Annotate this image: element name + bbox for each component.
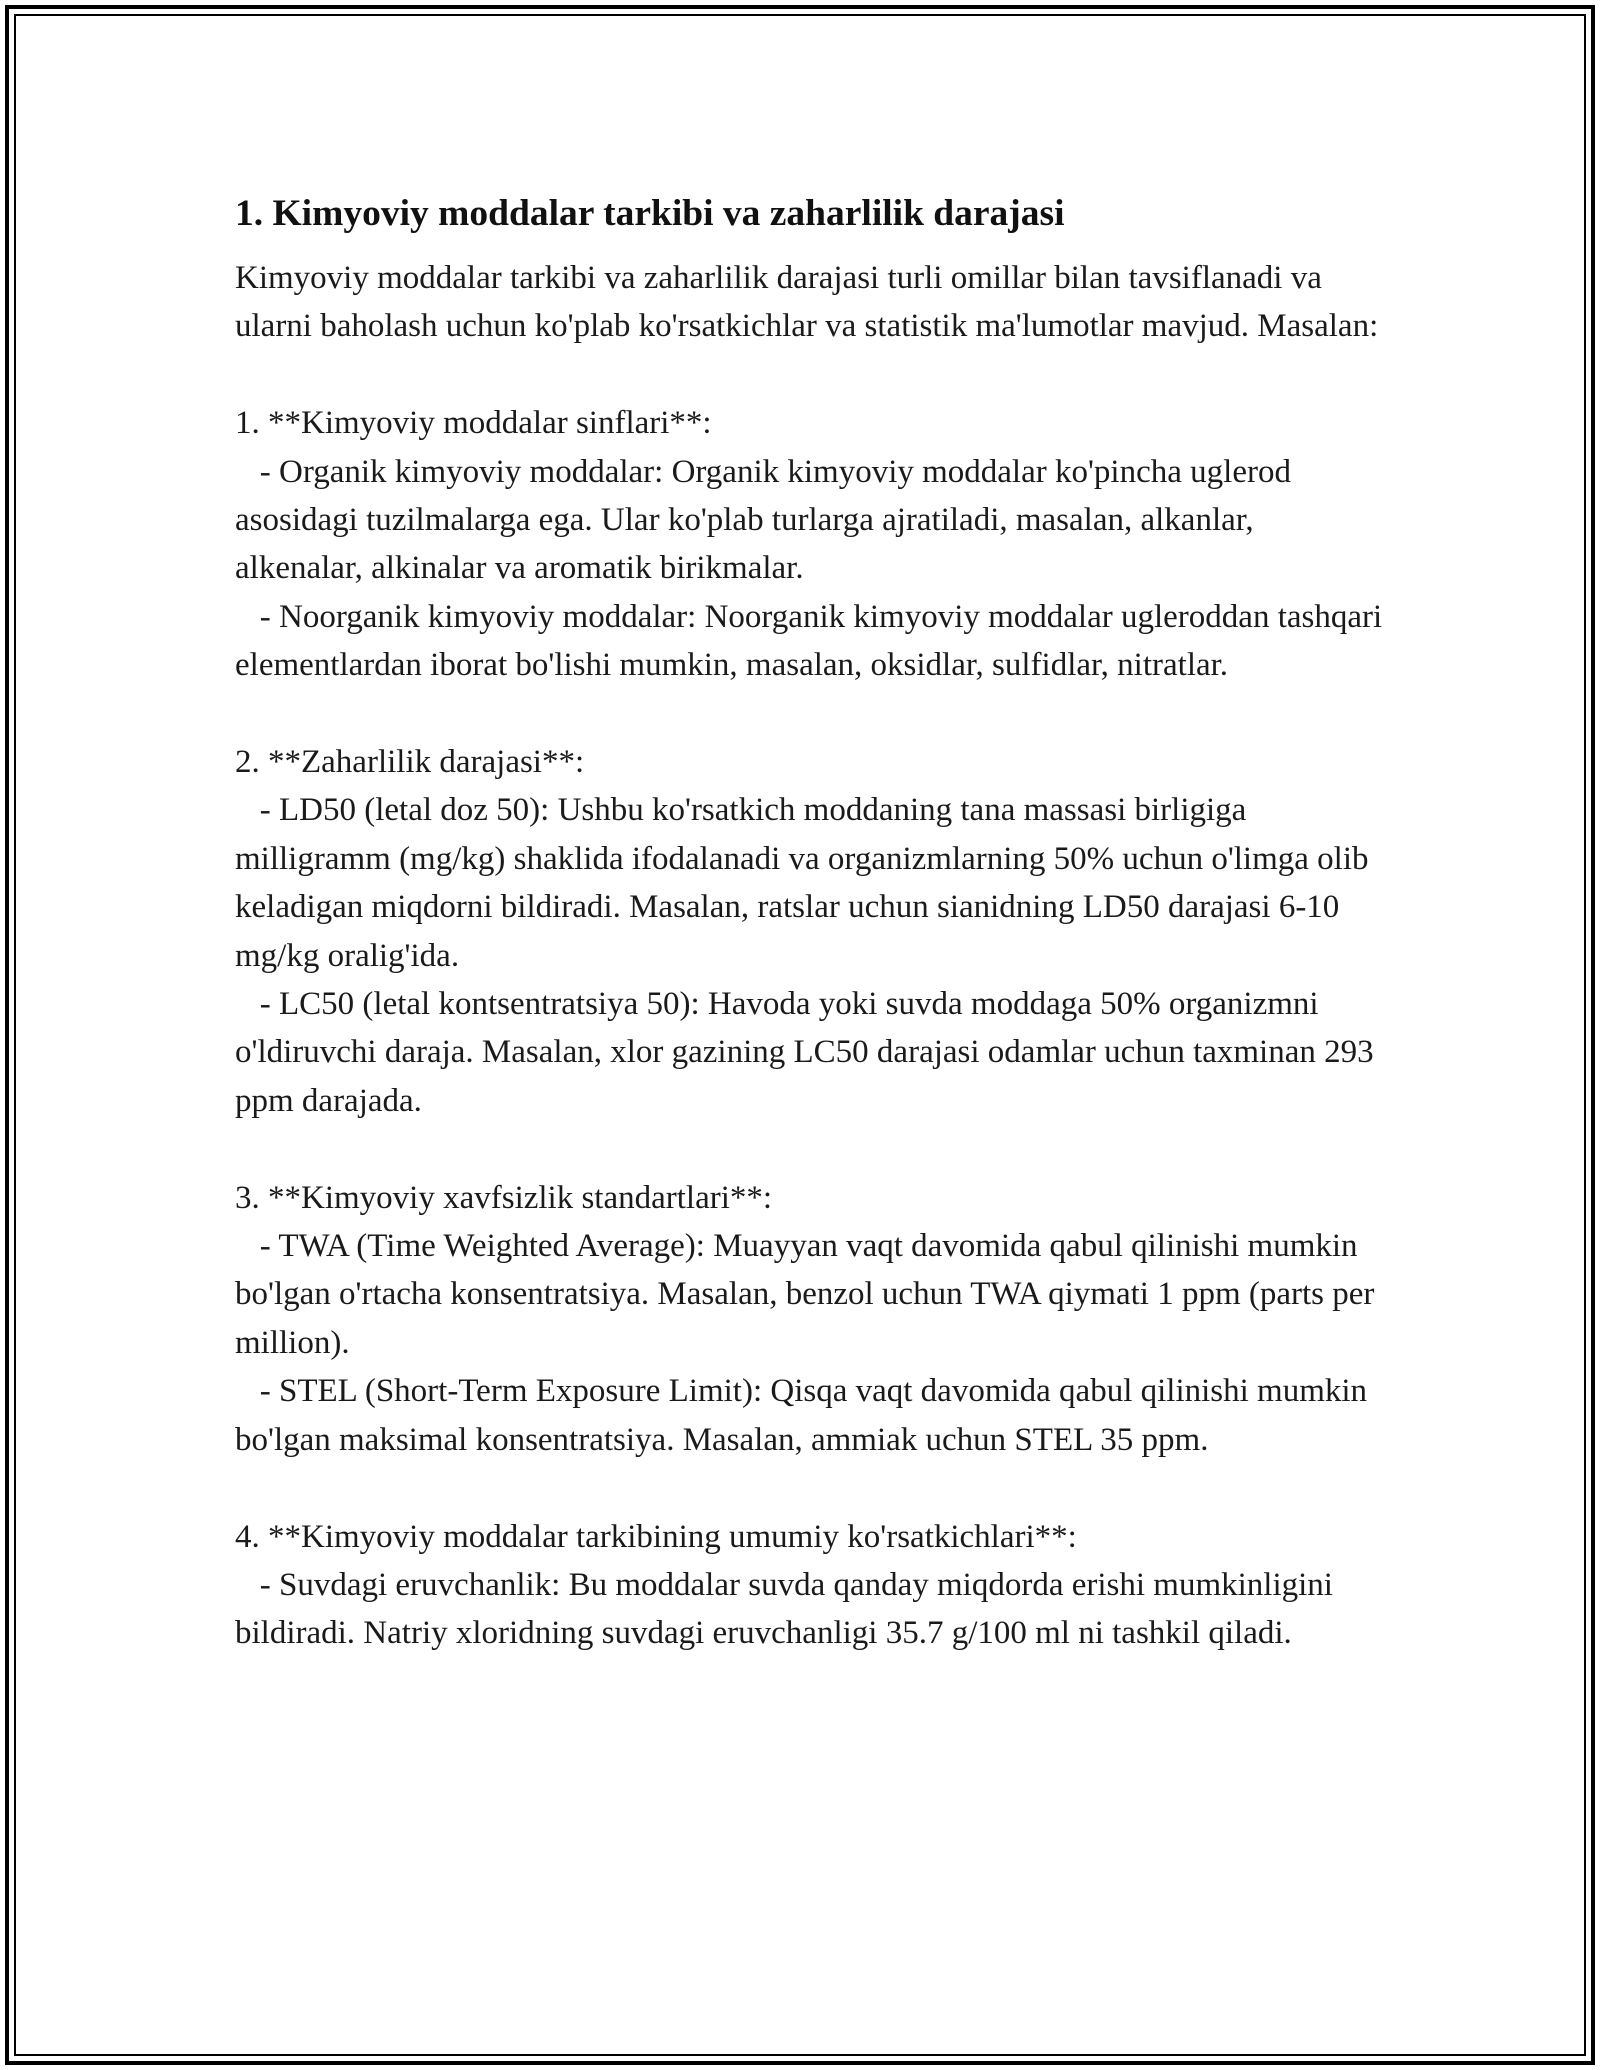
section-gap — [235, 690, 1385, 738]
section-item: - Noorganik kimyoviy moddalar: Noorganik kimyoviy moddalar ugleroddan tashqari elementlardan iborat bo'lishi mumkin, masalan, oksidlar, sulfidlar, nitratlar. — [235, 598, 1391, 684]
section-classes — [235, 399, 1391, 689]
section-general-indicators — [235, 1513, 1385, 1658]
section-toxicity — [235, 738, 1385, 1125]
document-title: 1. Kimyoviy moddalar tarkibi va zaharlilik darajasi — [235, 193, 1065, 234]
section-heading: 2. **Zaharlilik darajasi**: — [235, 744, 585, 781]
section-safety-standards — [235, 1174, 1385, 1464]
section-item: - LD50 (letal doz 50): Ushbu ko'rsatkich moddaning tana massasi birligiga milligramm (mg/kg) shaklida ifodalanadi va organizmlarning 50% uchun o'limga olib keladigan miqdorni bildiradi. Masalan, ratslar uchun sianidning LD50 darajasi 6-10 mg/kg oralig'ida. — [235, 792, 1377, 974]
section-heading: 4. **Kimyoviy moddalar tarkibining umumiy ko'rsatkichlari**: — [235, 1518, 1077, 1555]
intro-paragraph: Kimyoviy moddalar tarkibi va zaharlilik darajasi turli omillar bilan tavsiflanadi va ularni baholash uchun ko'plab ko'rsatkichlar va statistik ma'lumotlar mavjud. Masalan: — [235, 260, 1379, 345]
document-body — [235, 188, 1391, 1658]
section-gap — [235, 1125, 1385, 1173]
section-gap — [235, 1464, 1385, 1512]
section-heading: 1. **Kimyoviy moddalar sinflari**: — [235, 405, 712, 442]
section-gap — [235, 351, 1385, 399]
section-item: - TWA (Time Weighted Average): Muayyan vaqt davomida qabul qilinishi mumkin bo'lgan o'rtacha konsentratsiya. Masalan, benzol uchun TWA qiymati 1 ppm (parts per million). — [235, 1228, 1383, 1361]
section-item: - LC50 (letal kontsentratsiya 50): Havoda yoki suvda moddaga 50% organizmni o'ldiruvchi daraja. Masalan, xlor gazining LC50 darajasi odamlar uchun taxminan 293 ppm darajada. — [235, 986, 1382, 1119]
section-item: - STEL (Short-Term Exposure Limit): Qisqa vaqt davomida qabul qilinishi mumkin bo'lgan maksimal konsentratsiya. Masalan, ammiak uchun STEL 35 ppm. — [235, 1373, 1376, 1458]
section-item: - Suvdagi eruvchanlik: Bu moddalar suvda qanday miqdorda erishi mumkinligini bildiradi. Natriy xloridning suvdagi eruvchanligi 35.7 g/100 ml ni tashkil qiladi. — [235, 1566, 1342, 1652]
section-heading: 3. **Kimyoviy xavfsizlik standartlari**: — [235, 1179, 773, 1216]
section-item: - Organik kimyoviy moddalar: Organik kimyoviy moddalar ko'pincha uglerod asosidagi tuzilmalarga ega. Ular ko'plab turlarga ajratiladi, masalan, alkanlar, alkenalar, alkinalar va aromatik birikmalar. — [235, 453, 1300, 587]
